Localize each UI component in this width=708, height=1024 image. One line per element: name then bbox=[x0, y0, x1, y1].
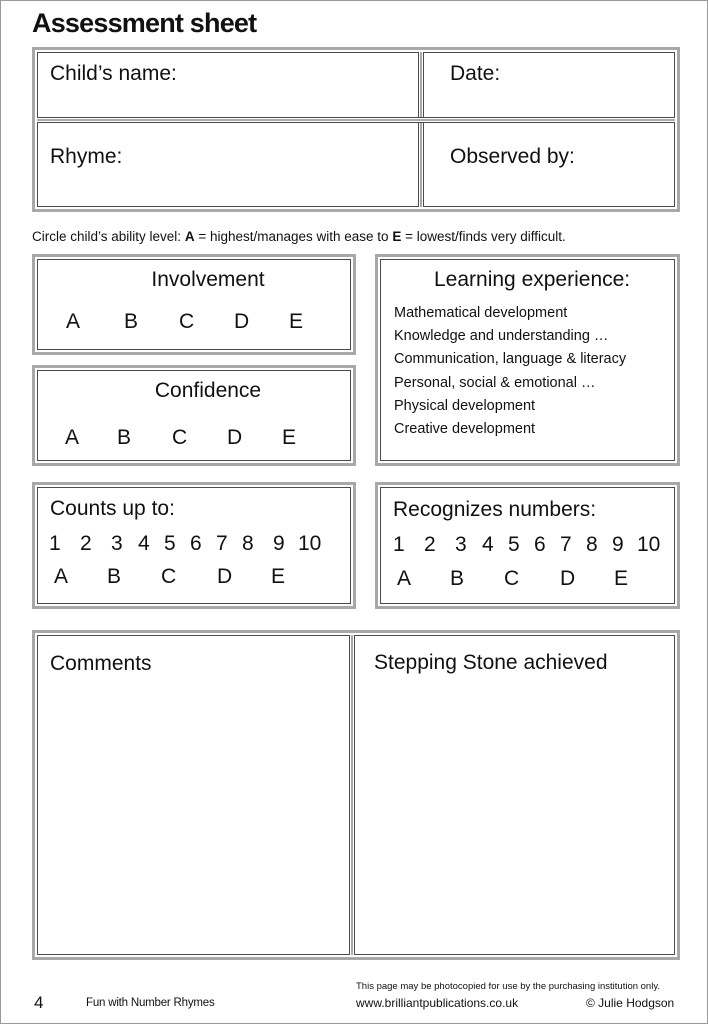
learning-experience-title: Learning experience: bbox=[434, 268, 631, 291]
recognizes-level-c[interactable]: C bbox=[504, 567, 520, 590]
counts-number-10[interactable]: 10 bbox=[298, 532, 322, 555]
comments-label: Comments bbox=[50, 652, 152, 675]
learning-experience-list bbox=[394, 302, 626, 441]
copyright: © Julie Hodgson bbox=[586, 996, 675, 1010]
involvement-levels bbox=[66, 310, 309, 334]
comments-vertical-divider bbox=[349, 635, 355, 955]
recognizes-numbers-title: Recognizes numbers: bbox=[393, 498, 597, 521]
learning-item-mathematical[interactable]: Mathematical development bbox=[394, 305, 568, 321]
learning-item-personal[interactable]: Personal, social & emotional … bbox=[394, 374, 596, 391]
counts-number-2[interactable]: 2 bbox=[80, 532, 92, 555]
recognizes-number-2[interactable]: 2 bbox=[424, 533, 436, 556]
confidence-level-d[interactable]: D bbox=[227, 426, 243, 449]
stepping-stone-label: Stepping Stone achieved bbox=[374, 651, 608, 674]
page-title: Assessment sheet bbox=[32, 8, 257, 38]
counts-number-6[interactable]: 6 bbox=[190, 532, 202, 555]
learning-item-physical[interactable]: Physical development bbox=[394, 397, 536, 414]
observed-by-label: Observed by: bbox=[450, 145, 575, 168]
book-title: Fun with Number Rhymes bbox=[86, 997, 215, 1009]
confidence-title: Confidence bbox=[154, 379, 262, 402]
recognizes-number-9[interactable]: 9 bbox=[612, 533, 624, 556]
involvement-level-c[interactable]: C bbox=[179, 310, 195, 333]
counts-level-a[interactable]: A bbox=[54, 565, 69, 588]
involvement-title: Involvement bbox=[151, 268, 265, 291]
date-label: Date: bbox=[450, 62, 501, 85]
involvement-level-d[interactable]: D bbox=[234, 310, 250, 333]
counts-number-3[interactable]: 3 bbox=[111, 532, 123, 555]
recognizes-level-b[interactable]: B bbox=[450, 567, 465, 590]
recognizes-number-3[interactable]: 3 bbox=[455, 533, 467, 556]
instruction-a-text: = highest/manages with ease to bbox=[194, 229, 393, 244]
publisher-url[interactable]: www.brilliantpublications.co.uk bbox=[356, 996, 519, 1010]
confidence-level-e[interactable]: E bbox=[282, 426, 297, 449]
recognizes-level-d[interactable]: D bbox=[560, 567, 576, 590]
ability-level-instruction bbox=[32, 229, 566, 244]
involvement-level-a[interactable]: A bbox=[66, 310, 81, 333]
counts-number-1[interactable]: 1 bbox=[49, 532, 61, 555]
counts-level-d[interactable]: D bbox=[217, 565, 233, 588]
counts-number-9[interactable]: 9 bbox=[273, 532, 285, 555]
recognizes-level-a[interactable]: A bbox=[397, 567, 412, 590]
recognizes-number-5[interactable]: 5 bbox=[508, 533, 520, 556]
counts-number-8[interactable]: 8 bbox=[242, 532, 254, 555]
confidence-levels bbox=[65, 426, 302, 450]
childs-name-label: Child’s name: bbox=[50, 62, 177, 85]
confidence-level-a[interactable]: A bbox=[65, 426, 80, 449]
recognizes-number-4[interactable]: 4 bbox=[482, 533, 494, 556]
counts-up-to-numbers bbox=[49, 532, 326, 556]
counts-level-b[interactable]: B bbox=[107, 565, 122, 588]
counts-number-5[interactable]: 5 bbox=[164, 532, 176, 555]
counts-up-to-levels bbox=[54, 565, 291, 589]
instruction-prefix: Circle child’s ability level: bbox=[32, 229, 185, 244]
recognizes-number-8[interactable]: 8 bbox=[586, 533, 598, 556]
recognizes-numbers-levels bbox=[397, 567, 634, 591]
page-number: 4 bbox=[34, 993, 44, 1012]
confidence-level-b[interactable]: B bbox=[117, 426, 132, 449]
rhyme-label: Rhyme: bbox=[50, 145, 123, 168]
recognizes-number-7[interactable]: 7 bbox=[560, 533, 572, 556]
instruction-e-letter: E bbox=[392, 229, 402, 244]
header-vertical-divider bbox=[418, 52, 424, 207]
learning-item-communication[interactable]: Communication, language & literacy bbox=[394, 351, 627, 368]
learning-item-creative[interactable]: Creative development bbox=[394, 421, 536, 438]
counts-number-7[interactable]: 7 bbox=[216, 532, 228, 555]
involvement-level-b[interactable]: B bbox=[124, 310, 139, 333]
recognizes-number-10[interactable]: 10 bbox=[637, 533, 661, 556]
photocopy-note: This page may be photocopied for use by the purchasing institution only. bbox=[356, 981, 661, 992]
learning-item-knowledge[interactable]: Knowledge and understanding … bbox=[394, 328, 609, 345]
counts-level-c[interactable]: C bbox=[161, 565, 177, 588]
comments-box bbox=[32, 630, 680, 960]
instruction-e-text: = lowest/finds very difficult. bbox=[401, 229, 566, 244]
header-horizontal-divider bbox=[37, 117, 675, 123]
counts-number-4[interactable]: 4 bbox=[138, 532, 150, 555]
instruction-a-letter: A bbox=[184, 229, 195, 244]
counts-up-to-title: Counts up to: bbox=[50, 497, 175, 520]
recognizes-level-e[interactable]: E bbox=[614, 567, 629, 590]
recognizes-number-1[interactable]: 1 bbox=[393, 533, 405, 556]
recognizes-numbers-numbers bbox=[393, 533, 665, 557]
recognizes-number-6[interactable]: 6 bbox=[534, 533, 546, 556]
counts-level-e[interactable]: E bbox=[271, 565, 286, 588]
involvement-level-e[interactable]: E bbox=[289, 310, 304, 333]
confidence-level-c[interactable]: C bbox=[172, 426, 188, 449]
